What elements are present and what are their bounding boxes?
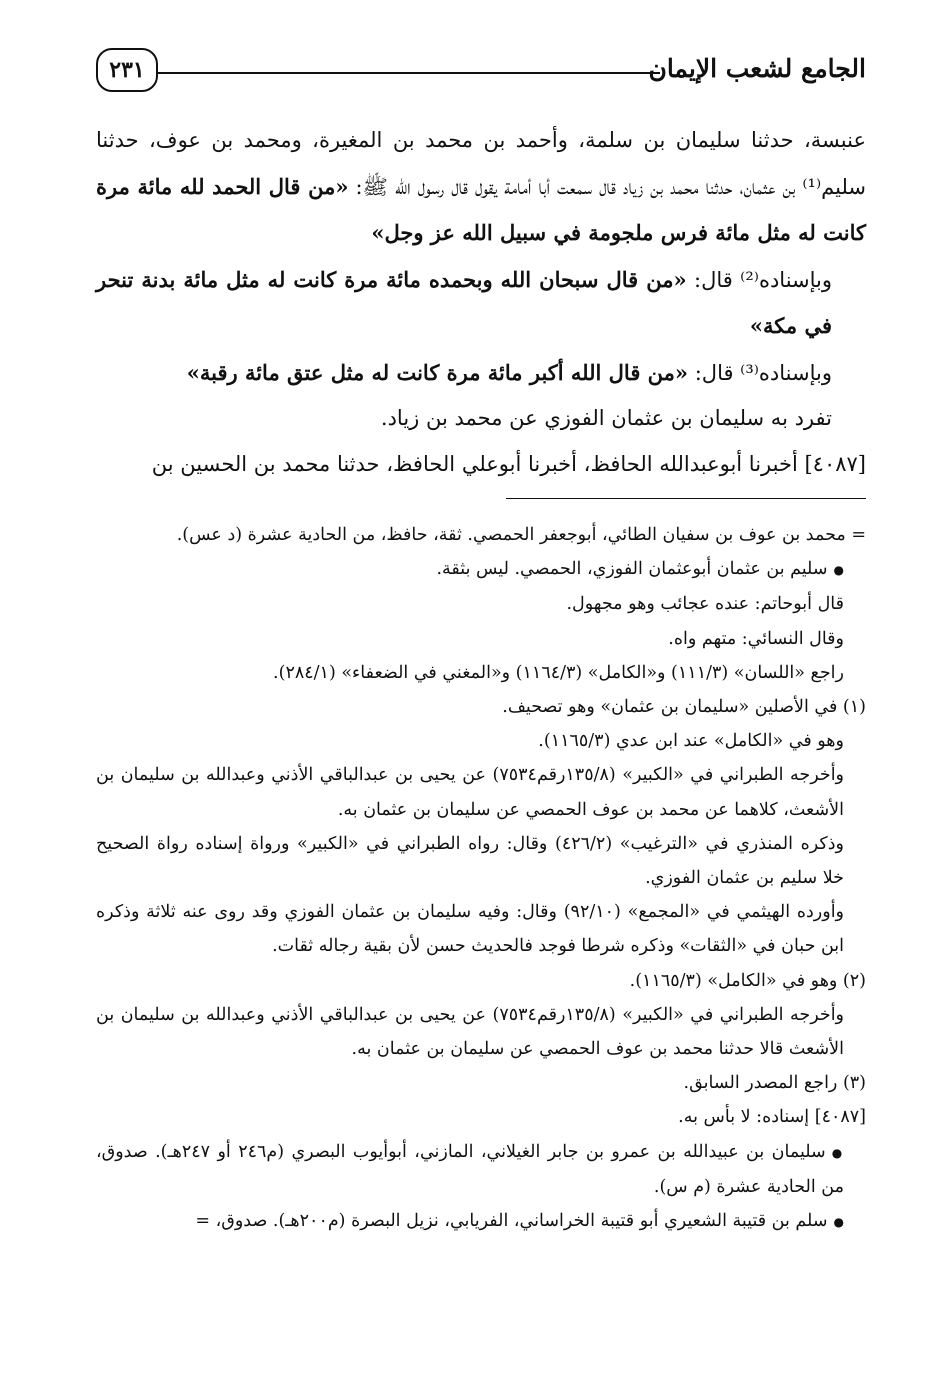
footnote-line: وقال النسائي: متهم واه. xyxy=(668,628,844,649)
running-title: الجامع لشعب الإيمان xyxy=(648,54,866,83)
header-rule xyxy=(158,72,660,74)
isnad-text: وبإسناده⁽²⁾ قال: xyxy=(694,267,833,292)
footnote-line: وذكره المنذري في «الترغيب» (٤٢٦/٢) وقال: رواه الطبراني في «الكبير» ورواة إسناده رواة الصحيح خلا سليم بن عثمان الفوزي. xyxy=(96,833,844,889)
footnote-line: ● سلم بن قتيبة الشعيري أبو قتيبة الخراساني، الفريابي، نزيل البصرة (م٢٠٠هـ). صدوق، = xyxy=(96,1204,866,1239)
footnote-line: = محمد بن عوف بن سفيان الطائي، أبوجعفر الحمصي. ثقة، حافظ، من الحادية عشرة (د عس). xyxy=(176,525,866,545)
isnad-text: عنبسة، حدثنا سليمان بن سلمة، وأحمد بن محمد بن المغيرة، ومحمد بن عوف، حدثنا سليم⁽¹⁾ بن عثمان، حدثنا محمد بن زياد قال سمعت أبا أمامة يقول قال رسول الله ﷺ: xyxy=(96,128,866,199)
footnote-line: (١) في الأصلين «سليمان بن عثمان» وهو تصحيف. xyxy=(502,697,866,718)
main-paragraph-2 xyxy=(96,257,866,350)
isnad-text: وبإسناده⁽³⁾ قال: xyxy=(694,360,832,385)
page-header xyxy=(96,44,866,100)
footnote-line: وأخرجه الطبراني في «الكبير» (١٣٥/٨رقم٧٥٣٤) عن يحيى بن عبدالباقي الأذني وعبدالله بن سليمان بن الأشعث، كلاهما عن محمد بن عوف الحمصي عن سليمان بن عثمان به. xyxy=(96,765,845,820)
footnote-line: قال أبوحاتم: عنده عجائب وهو مجهول. xyxy=(566,594,844,615)
footnote-line: [٤٠٨٧] إسناده: لا بأس به. xyxy=(678,1107,866,1128)
bullet-icon xyxy=(828,559,844,579)
footnote-line: (٣) راجع المصدر السابق. xyxy=(683,1073,866,1094)
footnote-line: وأورده الهيثمي في «المجمع» (٩٢/١٠) وقال: وفيه سليمان بن عثمان الفوزي وقد روى عنه ثلاثة وذكره ابن حبان في «الثقات» وذكره شرطا فوجد فالحديث حسن لأن بقية رجاله ثقات. xyxy=(96,902,845,957)
hadith-text: «من قال الحمد لله مائة مرة كانت له مثل مائة فرس ملجومة في سبيل الله عز وجل» xyxy=(96,173,866,245)
footnote-line: ● سليم بن عثمان أبوعثمان الفوزي، الحمصي. ليس بثقة. xyxy=(96,552,866,587)
footnote-line: ● سليمان بن عبيدالله بن عمرو بن جابر الغيلاني، المازني، أبوأيوب البصري (م٢٤٦ أو ٢٤٧هـ). صدوق، من الحادية عشرة (م س). xyxy=(96,1135,866,1204)
bullet-icon xyxy=(826,1142,844,1162)
footnotes xyxy=(96,518,866,1239)
footnote-line: (٢) وهو في «الكامل» (١١٦٥/٣). xyxy=(629,970,866,991)
page-number: ٢٣١ xyxy=(96,48,158,92)
footnote-line: راجع «اللسان» (١١١/٣) و«الكامل» (١١٦٤/٣) و«المغني في الضعفاء» (٢٨٤/١). xyxy=(273,662,844,683)
main-paragraph-4: تفرد به سليمان بن عثمان الفوزي عن محمد بن زياد. xyxy=(380,406,832,430)
bullet-icon xyxy=(828,1211,844,1231)
hadith-text: «من قال الله أكبر مائة مرة كانت له مثل عتق مائة رقبة» xyxy=(186,359,689,385)
main-paragraph-5: [٤٠٨٧] أخبرنا أبوعبدالله الحافظ، أخبرنا أبوعلي الحافظ، حدثنا محمد بن الحسين بن xyxy=(151,451,866,476)
hadith-text: «من قال سبحان الله وبحمده مائة مرة كانت له مثل مائة بدنة تنحر في مكة» xyxy=(96,266,832,338)
footnote-divider xyxy=(506,498,866,499)
footnote-line: وأخرجه الطبراني في «الكبير» (١٣٥/٨رقم٧٥٣٤) عن يحيى بن عبدالباقي الأذني وعبدالله بن سليمان بن الأشعث قالا حدثنا محمد بن عوف الحمصي عن سليمان بن عثمان به. xyxy=(96,1004,845,1060)
main-text xyxy=(96,118,866,487)
footnote-line: وهو في «الكامل» عند ابن عدي (١١٦٥/٣). xyxy=(538,731,844,752)
main-paragraph-1 xyxy=(96,118,866,257)
main-paragraph-3 xyxy=(96,350,866,397)
